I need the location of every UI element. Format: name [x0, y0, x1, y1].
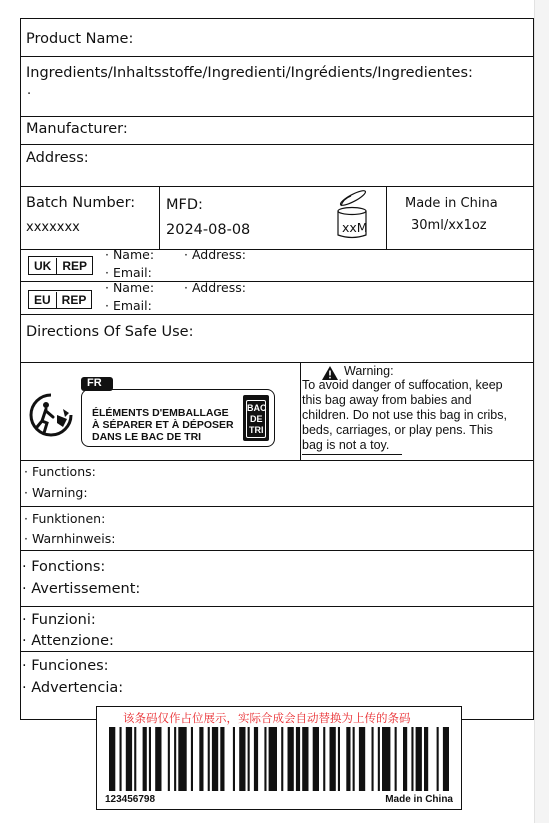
barcode-bar [233, 727, 235, 791]
warning-line-3: children. Do not use this bag in cribs, [302, 408, 507, 422]
barcode-bar [416, 727, 422, 791]
barcode-origin: Made in China [385, 794, 453, 805]
directions-row [21, 315, 533, 363]
vertical-scrollbar[interactable] [534, 0, 549, 823]
made-in-divider [386, 187, 387, 249]
barcode-notice: 该条码仅作占位展示，实际合成会自动替换为上传的条码 [123, 711, 411, 725]
bin-text-2: DE [250, 414, 263, 424]
de-functions: · Funktionen: [24, 511, 106, 526]
it-functions: · Funzioni: [22, 612, 96, 628]
barcode-bar [288, 727, 294, 791]
barcode-bar [437, 727, 439, 791]
barcode-bar [254, 727, 258, 791]
uk-tag-text: UK [34, 258, 52, 273]
de-warning: · Warnhinweis: [24, 531, 116, 546]
barcode-bar [168, 727, 170, 791]
rep-tag-text: REP [56, 292, 92, 308]
barcode-bar [323, 727, 325, 791]
es-warning: · Advertencia: [22, 680, 124, 696]
batch-number-label: Batch Number: [26, 195, 136, 211]
barcode-bar [208, 727, 210, 791]
german-section [21, 507, 533, 551]
barcode-bar [296, 727, 300, 791]
uk-rep-name: · Name: [105, 247, 155, 262]
barcode-bars [109, 727, 449, 791]
address-label: Address: [26, 150, 89, 166]
barcode-bar [353, 727, 355, 791]
barcode-bar [403, 727, 407, 791]
warning-underline [302, 454, 402, 455]
warning-line-1: To avoid danger of suffocation, keep [302, 378, 503, 392]
barcode-bar [174, 727, 176, 791]
eu-rep-address: · Address: [184, 280, 246, 295]
barcode-bar [239, 727, 245, 791]
barcode-bar [302, 727, 308, 791]
barcode-bar [134, 727, 136, 791]
fr-badge-text: FR [87, 377, 102, 389]
french-section [21, 551, 533, 607]
bin-text-1: BAC [247, 403, 267, 413]
fr-functions: · Fonctions: [22, 559, 106, 575]
mfd-value: 2024-08-08 [166, 222, 251, 238]
barcode-bar [120, 727, 122, 791]
en-functions: · Functions: [24, 464, 96, 479]
triman-line-3: DANS LE BAC DE TRI [92, 431, 202, 443]
barcode-bar [378, 727, 380, 791]
triman-recycle-icon [29, 393, 73, 437]
warning-title: Warning: [344, 364, 394, 378]
period-after-opening-icon [329, 187, 375, 239]
barcode-bar [313, 727, 319, 791]
barcode-bar [359, 727, 365, 791]
barcode-bar [338, 727, 340, 791]
triman-logo [29, 377, 289, 453]
batch-number-value: xxxxxxx [26, 220, 80, 235]
bin-text-3: TRI [249, 425, 264, 435]
barcode-bar [126, 727, 132, 791]
uk-rep-tag [28, 256, 93, 275]
uk-rep-email: · Email: [105, 265, 152, 280]
barcode-bar [143, 727, 147, 791]
eu-tag-text: EU [34, 292, 51, 307]
made-in-china: Made in China [405, 196, 498, 211]
barcode-bar [372, 727, 374, 791]
uk-rep-address: · Address: [184, 247, 246, 262]
manufacturer-label: Manufacturer: [26, 121, 128, 137]
warning-line-2: this bag away from babies and [302, 393, 472, 407]
ingredients-bullet: · [27, 87, 32, 102]
directions-label: Directions Of Safe Use: [26, 324, 194, 340]
triman-line-1: ÉLÉMENTS D'EMBALLAGE [92, 407, 229, 419]
batch-divider [159, 187, 160, 249]
product-name-label: Product Name: [26, 31, 134, 47]
ingredients-row [21, 57, 533, 117]
volume: 30ml/xx1oz [411, 218, 487, 233]
barcode-bar [149, 727, 151, 791]
warning-block [302, 363, 534, 461]
warning-line-5: bag is not a toy. [302, 438, 390, 452]
barcode-bar [212, 727, 218, 791]
italian-section [21, 607, 533, 652]
product-name-row [21, 19, 533, 57]
barcode-bar [330, 727, 336, 791]
ingredients-label: Ingredients/Inhaltsstoffe/Ingredienti/Ingrédients/Ingredientes: [26, 65, 473, 81]
barcode-bar [248, 727, 250, 791]
barcode-bar [395, 727, 397, 791]
barcode-bar [178, 727, 186, 791]
triman-line-2: À SÉPARER ET À DÉPOSER [92, 419, 234, 431]
barcode-bar [443, 727, 449, 791]
it-warning: · Attenzione: [22, 633, 114, 649]
manufacturer-row [21, 117, 533, 145]
pao-text: xxM [342, 220, 368, 235]
barcode-bar [191, 727, 193, 791]
eu-rep-tag [28, 290, 92, 309]
warning-line-4: beds, carriages, or play pens. This [302, 423, 493, 437]
barcode-bar [109, 727, 115, 791]
en-warning: · Warning: [24, 485, 88, 500]
address-row [21, 145, 533, 187]
barcode-bar [199, 727, 203, 791]
barcode-bar [281, 727, 283, 791]
eu-rep-name: · Name: [105, 280, 155, 295]
rep-tag-text: REP [56, 258, 92, 274]
sorting-bin-icon [243, 395, 269, 441]
barcode-bar [269, 727, 277, 791]
eu-rep-row [21, 282, 533, 315]
eu-rep-email: · Email: [105, 298, 152, 313]
fr-warning: · Avertissement: [22, 581, 141, 597]
barcode-bar [346, 727, 350, 791]
barcode-bar [411, 727, 413, 791]
barcode-bar [264, 727, 266, 791]
barcode-placeholder [96, 706, 462, 810]
english-section [21, 461, 533, 507]
mfd-label: MFD: [166, 197, 203, 213]
es-functions: · Funciones: [22, 658, 109, 674]
uk-rep-row [21, 247, 533, 282]
barcode-bar [424, 727, 428, 791]
triman-warning-row [21, 363, 533, 461]
warning-divider [300, 363, 301, 460]
product-label [20, 18, 534, 720]
barcode-bar [382, 727, 390, 791]
barcode-bar [220, 727, 224, 791]
barcode-bar [155, 727, 161, 791]
barcode-number: 123456798 [105, 794, 156, 805]
batch-row [21, 187, 533, 250]
